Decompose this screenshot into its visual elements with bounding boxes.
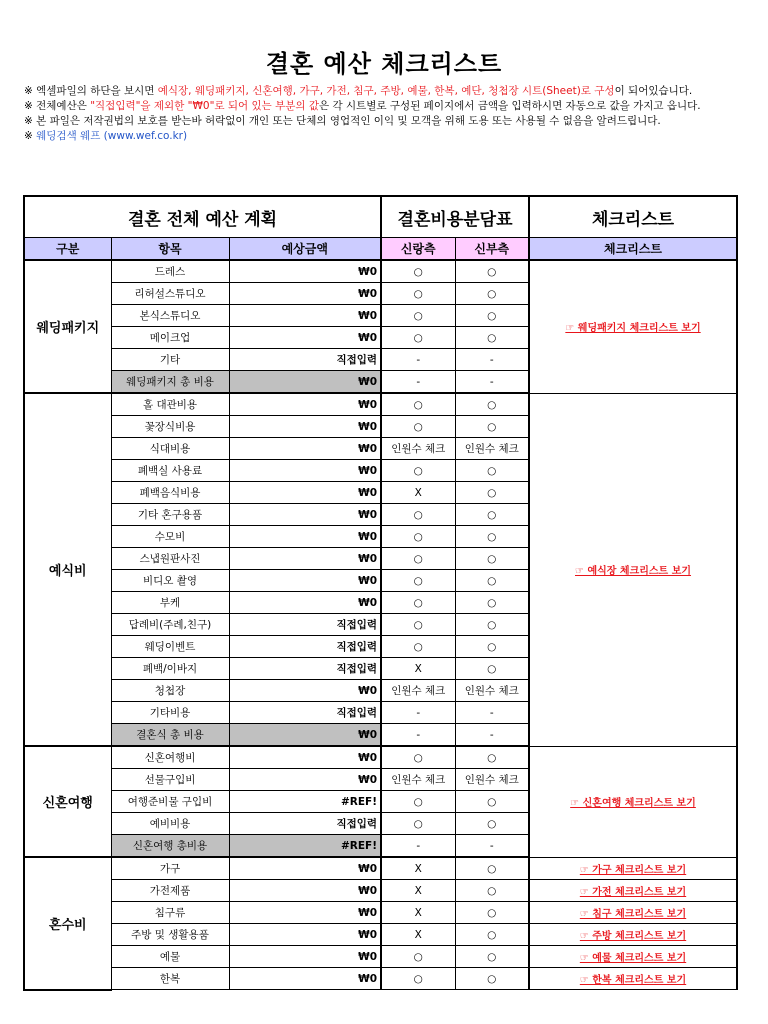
col-checklist: 체크리스트 <box>529 238 737 261</box>
groom-cell: - <box>381 349 455 371</box>
bride-cell: ○ <box>455 283 529 305</box>
note-line-4: ※ 웨딩검색 웨프 (www.wef.co.kr) <box>24 130 188 142</box>
groom-cell: ○ <box>381 504 455 526</box>
item-name: 리허설스튜디오 <box>111 283 229 305</box>
bride-cell: 인원수 체크 <box>455 680 529 702</box>
amount-cell[interactable]: ₩0 <box>229 968 381 990</box>
amount-cell[interactable]: ₩0 <box>229 416 381 438</box>
groom-cell: X <box>381 902 455 924</box>
item-name: 침구류 <box>111 902 229 924</box>
groom-cell: ○ <box>381 570 455 592</box>
amount-cell[interactable]: ₩0 <box>229 526 381 548</box>
amount-cell[interactable]: ₩0 <box>229 769 381 791</box>
checklist-link-ceremony[interactable]: ☞ 예식장 체크리스트 보기 <box>575 566 692 577</box>
category-wedding_package: 웨딩패키지 <box>24 260 111 393</box>
checklist-link[interactable]: ☞ 침구 체크리스트 보기 <box>579 909 687 920</box>
bride-cell: ○ <box>455 902 529 924</box>
groom-cell: X <box>381 658 455 680</box>
groom-cell: ○ <box>381 592 455 614</box>
checklist-cell <box>529 946 737 968</box>
bride-cell: ○ <box>455 857 529 880</box>
amount-cell[interactable]: #REF! <box>229 835 381 858</box>
groom-cell: ○ <box>381 813 455 835</box>
groom-cell: - <box>381 835 455 858</box>
checklist-cell <box>529 902 737 924</box>
amount-cell[interactable]: ₩0 <box>229 504 381 526</box>
bride-cell: ○ <box>455 946 529 968</box>
amount-cell[interactable]: ₩0 <box>229 371 381 394</box>
checklist-link[interactable]: ☞ 예물 체크리스트 보기 <box>579 953 687 964</box>
groom-cell: 인원수 체크 <box>381 438 455 460</box>
item-name: 꽃장식비용 <box>111 416 229 438</box>
col-item: 항목 <box>111 238 229 261</box>
bride-cell: ○ <box>455 416 529 438</box>
bride-cell: ○ <box>455 592 529 614</box>
checklist-link-wedding_package[interactable]: ☞ 웨딩패키지 체크리스트 보기 <box>565 323 701 335</box>
groom-cell: ○ <box>381 526 455 548</box>
amount-cell[interactable]: #REF! <box>229 791 381 813</box>
groom-cell: ○ <box>381 327 455 349</box>
amount-cell[interactable]: 직접입력 <box>229 658 381 680</box>
checklist-cell <box>529 857 737 880</box>
groom-cell: 인원수 체크 <box>381 680 455 702</box>
header-checklist: 체크리스트 <box>529 196 737 238</box>
item-name: 가전제품 <box>111 880 229 902</box>
item-name: 기타 혼구용품 <box>111 504 229 526</box>
groom-cell: ○ <box>381 614 455 636</box>
amount-cell[interactable]: ₩0 <box>229 924 381 946</box>
amount-cell[interactable]: ₩0 <box>229 724 381 747</box>
groom-cell: X <box>381 924 455 946</box>
checklist-cell-wedding_package <box>529 260 737 393</box>
item-name: 폐백실 사용료 <box>111 460 229 482</box>
checklist-cell <box>529 880 737 902</box>
groom-cell: X <box>381 482 455 504</box>
header-row-1 <box>24 196 737 238</box>
bride-cell: - <box>455 724 529 747</box>
col-groom: 신랑측 <box>381 238 455 261</box>
item-name: 웨딩패키지 총 비용 <box>111 371 229 394</box>
item-name: 드레스 <box>111 260 229 283</box>
groom-cell: ○ <box>381 636 455 658</box>
checklist-link[interactable]: ☞ 한복 체크리스트 보기 <box>579 975 687 986</box>
bride-cell: ○ <box>455 526 529 548</box>
item-name: 여행준비물 구입비 <box>111 791 229 813</box>
item-name: 홀 대관비용 <box>111 393 229 416</box>
header-plan: 결혼 전체 예산 계획 <box>24 196 381 238</box>
col-category: 구분 <box>24 238 111 261</box>
bride-cell: ○ <box>455 482 529 504</box>
groom-cell: - <box>381 724 455 747</box>
bride-cell: ○ <box>455 548 529 570</box>
checklist-cell <box>529 968 737 990</box>
checklist-link[interactable]: ☞ 가구 체크리스트 보기 <box>579 864 687 876</box>
checklist-cell-ceremony <box>529 393 737 746</box>
amount-cell[interactable]: ₩0 <box>229 305 381 327</box>
bride-cell: ○ <box>455 393 529 416</box>
col-amount: 예상금액 <box>229 238 381 261</box>
bride-cell: ○ <box>455 636 529 658</box>
bride-cell: ○ <box>455 614 529 636</box>
item-name: 신혼여행비 <box>111 746 229 769</box>
col-bride: 신부측 <box>455 238 529 261</box>
bride-cell: ○ <box>455 746 529 769</box>
note-line-3: ※ 본 파일은 저작권법의 보호를 받는바 허락없이 개인 또는 단체의 영업적인 이익 및 모객을 위해 도용 또는 사용될 수 없음을 알려드립니다. <box>24 115 661 127</box>
groom-cell: ○ <box>381 460 455 482</box>
amount-cell[interactable]: ₩0 <box>229 260 381 283</box>
table-row <box>24 924 737 946</box>
table-row <box>24 946 737 968</box>
amount-cell[interactable]: ₩0 <box>229 680 381 702</box>
bride-cell: ○ <box>455 813 529 835</box>
bride-cell: - <box>455 702 529 724</box>
item-name: 선물구입비 <box>111 769 229 791</box>
bride-cell: ○ <box>455 880 529 902</box>
table-row <box>24 393 737 416</box>
table-row <box>24 260 737 283</box>
amount-cell[interactable]: ₩0 <box>229 857 381 880</box>
item-name: 식대비용 <box>111 438 229 460</box>
item-name: 예물 <box>111 946 229 968</box>
bride-cell: ○ <box>455 658 529 680</box>
bride-cell: ○ <box>455 305 529 327</box>
table-row <box>24 968 737 990</box>
amount-cell[interactable]: ₩0 <box>229 746 381 769</box>
category-honeymoon: 신혼여행 <box>24 746 111 857</box>
groom-cell: - <box>381 702 455 724</box>
item-name: 가구 <box>111 857 229 880</box>
item-name: 결혼식 총 비용 <box>111 724 229 747</box>
bride-cell: - <box>455 835 529 858</box>
item-name: 메이크업 <box>111 327 229 349</box>
amount-cell[interactable]: ₩0 <box>229 880 381 902</box>
bride-cell: 인원수 체크 <box>455 438 529 460</box>
groom-cell: ○ <box>381 260 455 283</box>
groom-cell: ○ <box>381 968 455 990</box>
bride-cell: ○ <box>455 791 529 813</box>
item-name: 스냅원판사진 <box>111 548 229 570</box>
groom-cell: 인원수 체크 <box>381 769 455 791</box>
wef-link[interactable]: 웨딩검색 웨프 (www.wef.co.kr) <box>36 130 188 142</box>
note-line-1: ※ 엑셀파일의 하단을 보시면 예식장, 웨딩패키지, 신혼여행, 가구, 가전, 침구, 주방, 예물, 한복, 예단, 청첩장 시트(Sheet)로 구성이 되어있습니다. <box>24 85 693 97</box>
item-name: 수모비 <box>111 526 229 548</box>
checklist-link[interactable]: ☞ 주방 체크리스트 보기 <box>579 931 687 942</box>
groom-cell: ○ <box>381 305 455 327</box>
note-line-2: ※ 전체예산은 "직접입력"을 제외한 "₩0"로 되어 있는 부분의 값은 각 시트별로 구성된 페이지에서 금액을 입력하시면 자동으로 값을 가지고 옵니다. <box>24 100 701 112</box>
amount-cell[interactable]: ₩0 <box>229 393 381 416</box>
bride-cell: ○ <box>455 460 529 482</box>
category-ceremony: 예식비 <box>24 393 111 746</box>
page-title: 결혼 예산 체크리스트 <box>265 50 503 78</box>
checklist-cell <box>529 924 737 946</box>
amount-cell[interactable]: 직접입력 <box>229 813 381 835</box>
amount-cell[interactable]: ₩0 <box>229 548 381 570</box>
item-name: 웨딩이벤트 <box>111 636 229 658</box>
bride-cell: ○ <box>455 327 529 349</box>
item-name: 본식스튜디오 <box>111 305 229 327</box>
item-name: 기타 <box>111 349 229 371</box>
amount-cell[interactable]: 직접입력 <box>229 636 381 658</box>
header-split: 결혼비용분담표 <box>381 196 529 238</box>
item-name: 청첩장 <box>111 680 229 702</box>
groom-cell: ○ <box>381 283 455 305</box>
item-name: 비디오 촬영 <box>111 570 229 592</box>
table-row <box>24 857 737 880</box>
amount-cell[interactable]: ₩0 <box>229 327 381 349</box>
groom-cell: ○ <box>381 791 455 813</box>
bride-cell: - <box>455 371 529 394</box>
groom-cell: ○ <box>381 416 455 438</box>
header-row-2 <box>24 238 737 261</box>
amount-cell[interactable]: 직접입력 <box>229 702 381 724</box>
bride-cell: ○ <box>455 924 529 946</box>
amount-cell[interactable]: ₩0 <box>229 438 381 460</box>
item-name: 답례비(주례,친구) <box>111 614 229 636</box>
table-row <box>24 746 737 769</box>
item-name: 부케 <box>111 592 229 614</box>
item-name: 한복 <box>111 968 229 990</box>
checklist-link-honeymoon[interactable]: ☞ 신혼여행 체크리스트 보기 <box>570 798 696 809</box>
amount-cell[interactable]: ₩0 <box>229 482 381 504</box>
checklist-link[interactable]: ☞ 가전 체크리스트 보기 <box>579 887 687 898</box>
groom-cell: X <box>381 880 455 902</box>
table-row <box>24 902 737 924</box>
amount-cell[interactable]: ₩0 <box>229 946 381 968</box>
groom-cell: ○ <box>381 393 455 416</box>
amount-cell[interactable]: ₩0 <box>229 592 381 614</box>
bride-cell: - <box>455 349 529 371</box>
bride-cell: ○ <box>455 260 529 283</box>
item-name: 폐백/이바지 <box>111 658 229 680</box>
bride-cell: ○ <box>455 570 529 592</box>
amount-cell[interactable]: ₩0 <box>229 460 381 482</box>
category-household: 혼수비 <box>24 857 111 990</box>
amount-cell[interactable]: ₩0 <box>229 283 381 305</box>
item-name: 주방 및 생활용품 <box>111 924 229 946</box>
groom-cell: ○ <box>381 548 455 570</box>
budget-table <box>23 195 738 991</box>
bride-cell: 인원수 체크 <box>455 769 529 791</box>
groom-cell: ○ <box>381 946 455 968</box>
checklist-cell-honeymoon <box>529 746 737 857</box>
item-name: 폐백음식비용 <box>111 482 229 504</box>
groom-cell: X <box>381 857 455 880</box>
amount-cell[interactable]: ₩0 <box>229 570 381 592</box>
amount-cell[interactable]: 직접입력 <box>229 614 381 636</box>
groom-cell: ○ <box>381 746 455 769</box>
item-name: 기타비용 <box>111 702 229 724</box>
amount-cell[interactable]: 직접입력 <box>229 349 381 371</box>
bride-cell: ○ <box>455 968 529 990</box>
amount-cell[interactable]: ₩0 <box>229 902 381 924</box>
notes <box>24 84 746 144</box>
groom-cell: - <box>381 371 455 394</box>
item-name: 예비비용 <box>111 813 229 835</box>
item-name: 신혼여행 총비용 <box>111 835 229 858</box>
table-row <box>24 880 737 902</box>
bride-cell: ○ <box>455 504 529 526</box>
